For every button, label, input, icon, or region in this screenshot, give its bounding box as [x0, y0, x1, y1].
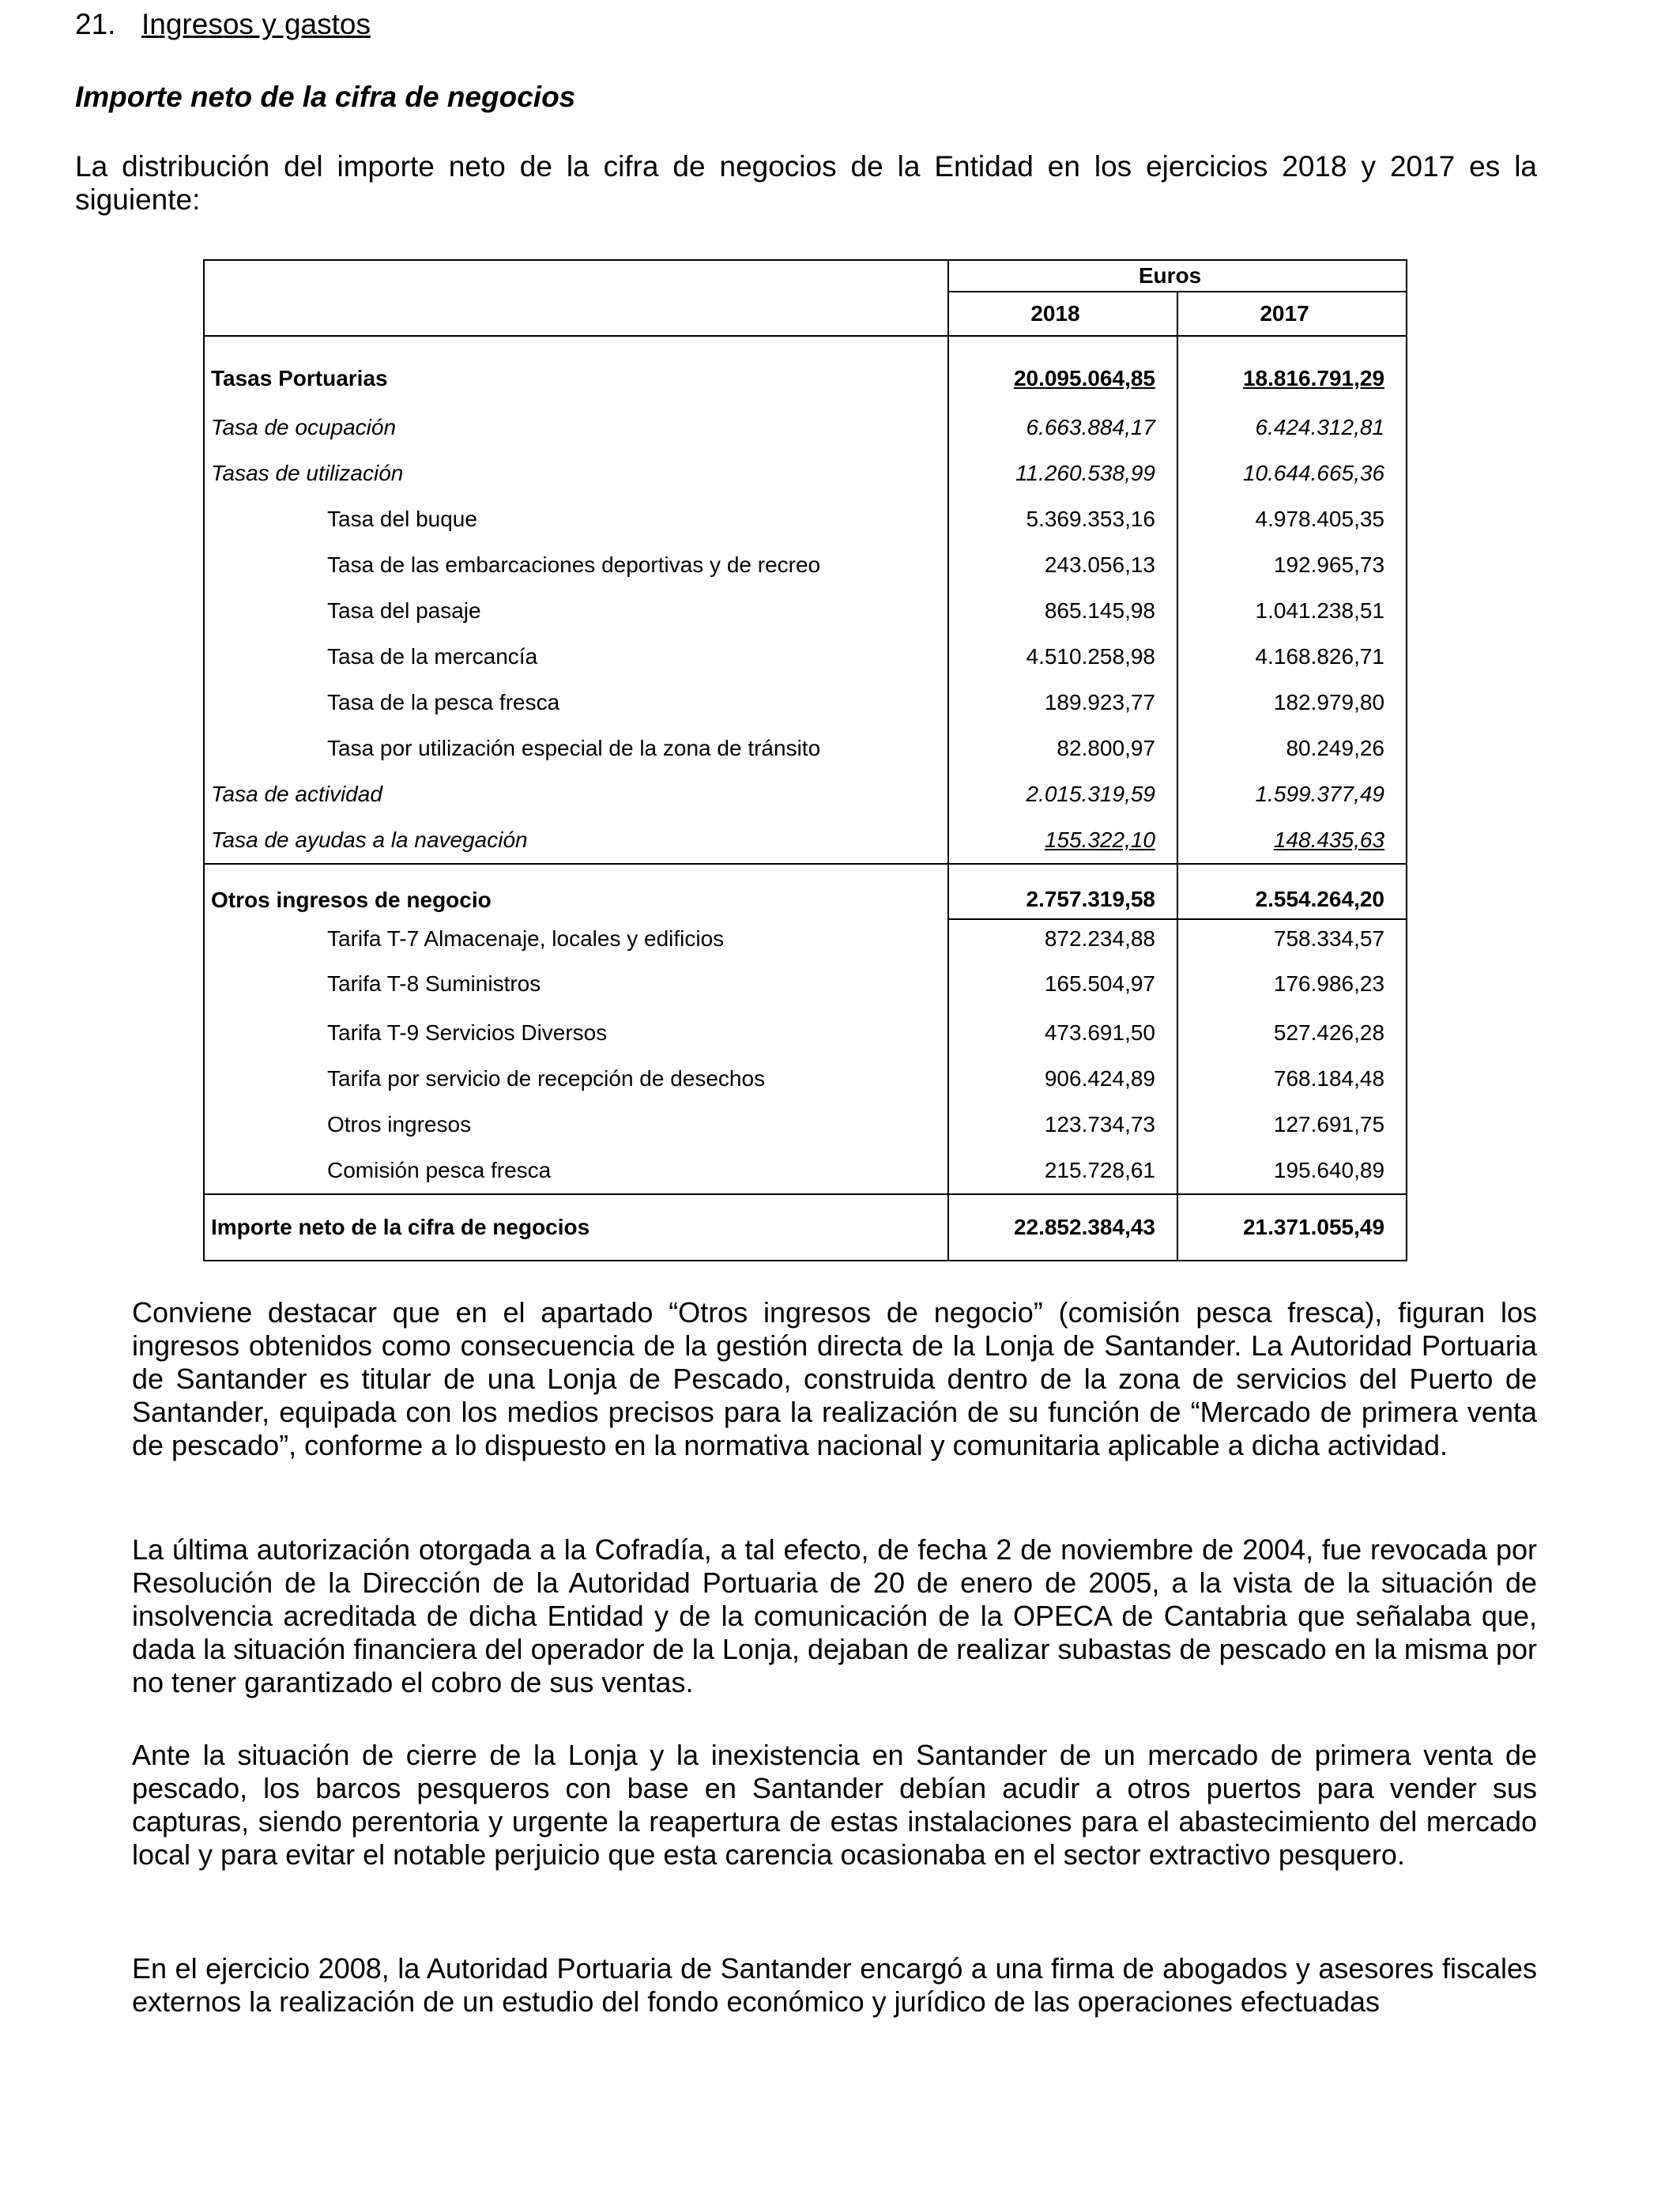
header-year-2018: 2018: [948, 292, 1177, 336]
table-row: [204, 542, 1407, 588]
row-value-2017: 182.979,80: [1177, 680, 1407, 726]
row-value-2017: 1.041.238,51: [1177, 588, 1407, 634]
row-label: Otros ingresos de negocio: [204, 864, 948, 919]
header-year-2017: 2017: [1177, 292, 1407, 336]
row-value-2017: 10.644.665,36: [1177, 450, 1407, 496]
table-row: [204, 336, 1407, 405]
table-total-row: [204, 1194, 1407, 1261]
table-row: [204, 680, 1407, 726]
table-row: [204, 1056, 1407, 1102]
row-value-2018: 20.095.064,85: [948, 336, 1177, 405]
table-row: [204, 864, 1407, 919]
table-row: [204, 588, 1407, 634]
table-row: [204, 726, 1407, 771]
revenue-table: [203, 259, 1407, 1261]
row-label: Tarifa por servicio de recepción de desechos: [204, 1056, 948, 1102]
row-value-2017: 18.816.791,29: [1177, 336, 1407, 405]
table-row: [204, 958, 1407, 1010]
row-value-2018: 872.234,88: [948, 919, 1177, 958]
row-value-2018: 4.510.258,98: [948, 634, 1177, 680]
table-row: [204, 1010, 1407, 1056]
table-row: [204, 405, 1407, 450]
table-row: [204, 634, 1407, 680]
row-label: Tasa del pasaje: [204, 588, 948, 634]
intro-paragraph: La distribución del importe neto de la cifra de negocios de la Entidad en los ejercicios 2018 y 2017 es la siguiente:: [75, 150, 1537, 216]
row-value-2017: 148.435,63: [1177, 817, 1407, 864]
row-value-2017: 768.184,48: [1177, 1056, 1407, 1102]
row-value-2017: 21.371.055,49: [1177, 1194, 1407, 1261]
row-label: Tasa por utilización especial de la zona de tránsito: [204, 726, 948, 771]
row-value-2018: 865.145,98: [948, 588, 1177, 634]
row-value-2018: 123.734,73: [948, 1102, 1177, 1148]
row-value-2018: 22.852.384,43: [948, 1194, 1177, 1261]
header-currency: Euros: [948, 260, 1407, 292]
row-label: Tarifa T-9 Servicios Diversos: [204, 1010, 948, 1056]
table-row: [204, 496, 1407, 542]
table-row: [204, 1148, 1407, 1194]
body-paragraph: La última autorización otorgada a la Cofradía, a tal efecto, de fecha 2 de noviembre de 2004, fue revocada por Resolución de la Dirección de la Autoridad Portuaria de 20 de enero de 2005, a la vista de la situación de insolvencia acreditada de dicha Entidad y de la comunicación de la OPECA de Cantabria que señalaba que, dada la situación financiera del operador de la Lonja, dejaban de realizar subastas de pescado en la misma por no tener garantizado el cobro de sus ventas.: [132, 1533, 1537, 1698]
row-label: Tasa de ocupación: [204, 405, 948, 450]
table-row: [204, 817, 1407, 864]
row-value-2017: 4.978.405,35: [1177, 496, 1407, 542]
row-value-2017: 1.599.377,49: [1177, 771, 1407, 817]
row-value-2018: 5.369.353,16: [948, 496, 1177, 542]
row-value-2018: 906.424,89: [948, 1056, 1177, 1102]
header-empty-cell: [204, 260, 948, 336]
body-paragraph: Conviene destacar que en el apartado “Otros ingresos de negocio” (comisión pesca fresca), figuran los ingresos obtenidos como consecuencia de la gestión directa de la Lonja de Santander. La Autoridad Portuaria de Santander es titular de una Lonja de Pescado, construida dentro de la zona de servicios del Puerto de Santander, equipada con los medios precisos para la realización de su función de “Mercado de primera venta de pescado”, conforme a lo dispuesto en la normativa nacional y comunitaria aplicable a dicha actividad.: [132, 1296, 1537, 1461]
row-value-2017: 195.640,89: [1177, 1148, 1407, 1194]
table-row: [204, 919, 1407, 958]
row-label: Tasa del buque: [204, 496, 948, 542]
row-label: Tasa de la pesca fresca: [204, 680, 948, 726]
row-value-2017: 527.426,28: [1177, 1010, 1407, 1056]
row-value-2018: 165.504,97: [948, 958, 1177, 1010]
row-value-2018: 215.728,61: [948, 1148, 1177, 1194]
row-label: Tasa de la mercancía: [204, 634, 948, 680]
row-value-2017: 4.168.826,71: [1177, 634, 1407, 680]
row-value-2017: 6.424.312,81: [1177, 405, 1407, 450]
row-label: Tasas de utilización: [204, 450, 948, 496]
table-row: [204, 450, 1407, 496]
row-label: Tarifa T-8 Suministros: [204, 958, 948, 1010]
section-number: 21.: [75, 8, 116, 40]
row-value-2018: 473.691,50: [948, 1010, 1177, 1056]
table-header-currency-row: [204, 260, 1407, 292]
row-label: Tasa de las embarcaciones deportivas y de recreo: [204, 542, 948, 588]
section-subtitle: Importe neto de la cifra de negocios: [75, 81, 576, 113]
row-label: Tasa de actividad: [204, 771, 948, 817]
row-label: Tasa de ayudas a la navegación: [204, 817, 948, 864]
row-label: Tarifa T-7 Almacenaje, locales y edificios: [204, 919, 948, 958]
row-label: Comisión pesca fresca: [204, 1148, 948, 1194]
row-value-2018: 2.015.319,59: [948, 771, 1177, 817]
table-row: [204, 771, 1407, 817]
row-value-2018: 155.322,10: [948, 817, 1177, 864]
section-title: Ingresos y gastos: [141, 8, 371, 40]
row-value-2017: 176.986,23: [1177, 958, 1407, 1010]
row-value-2017: 758.334,57: [1177, 919, 1407, 958]
section-heading: [75, 8, 371, 41]
row-value-2018: 2.757.319,58: [948, 864, 1177, 919]
row-value-2017: 2.554.264,20: [1177, 864, 1407, 919]
row-label: Tasas Portuarias: [204, 336, 948, 405]
row-value-2018: 6.663.884,17: [948, 405, 1177, 450]
row-value-2017: 192.965,73: [1177, 542, 1407, 588]
row-value-2017: 127.691,75: [1177, 1102, 1407, 1148]
body-paragraph: En el ejercicio 2008, la Autoridad Portuaria de Santander encargó a una firma de abogados y asesores fiscales externos la realización de un estudio del fondo económico y jurídico de las operaciones efectuadas: [132, 1952, 1537, 2018]
row-value-2018: 82.800,97: [948, 726, 1177, 771]
row-value-2018: 189.923,77: [948, 680, 1177, 726]
table-row: [204, 1102, 1407, 1148]
row-label: Importe neto de la cifra de negocios: [204, 1194, 948, 1261]
row-value-2017: 80.249,26: [1177, 726, 1407, 771]
row-value-2018: 243.056,13: [948, 542, 1177, 588]
row-label: Otros ingresos: [204, 1102, 948, 1148]
row-value-2018: 11.260.538,99: [948, 450, 1177, 496]
body-paragraph: Ante la situación de cierre de la Lonja y la inexistencia en Santander de un mercado de primera venta de pescado, los barcos pesqueros con base en Santander debían acudir a otros puertos para vender sus capturas, siendo perentoria y urgente la reapertura de estas instalaciones para el abastecimiento del mercado local y para evitar el notable perjuicio que esta carencia ocasionaba en el sector extractivo pesquero.: [132, 1739, 1537, 1871]
